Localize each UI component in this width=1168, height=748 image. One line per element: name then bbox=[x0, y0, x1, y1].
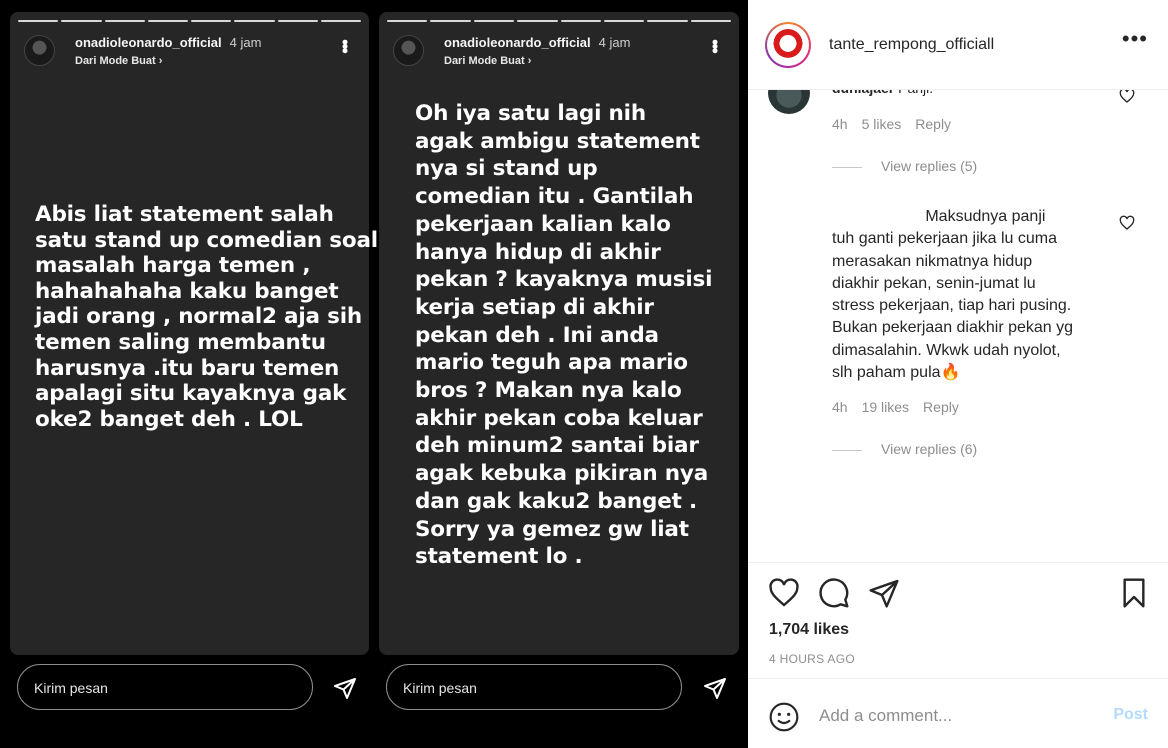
account-name[interactable]: tante_rempong_officiall bbox=[829, 36, 995, 53]
story-text: Oh iya satu lagi nih agak ambigu statement nya si stand up comedian itu . Gantilah pekerjaan kalian kalo hanya hidup di akhir pekan ? kayaknya musisi kerja setiap di akhir pekan deh . Ini anda mario teguh apa mario bros ? Makan nya kalo akhir pekan coba keluar deh minum2 santai biar agak kebuka pikiran nya dan gak kaku2 banget . Sorry ya gemez gw liat statement lo . bbox=[415, 101, 713, 570]
avatar[interactable] bbox=[24, 35, 55, 66]
comment-likes[interactable]: 5 likes bbox=[861, 116, 902, 132]
like-count[interactable]: 1,704 likes bbox=[769, 621, 850, 638]
reply-placeholder: Kirim pesan bbox=[34, 680, 108, 696]
comment-meta bbox=[832, 116, 951, 132]
reply-placeholder: Kirim pesan bbox=[403, 680, 477, 696]
avatar[interactable] bbox=[765, 22, 811, 68]
share-icon[interactable] bbox=[868, 577, 900, 609]
story-username[interactable]: onadioleonardo_official 4 jam bbox=[75, 35, 262, 50]
story-mode[interactable]: Dari Mode Buat › bbox=[75, 55, 163, 67]
bookmark-icon[interactable] bbox=[1118, 577, 1150, 609]
reply-button[interactable]: Reply bbox=[923, 399, 959, 415]
post-time[interactable]: 4 HOURS AGO bbox=[769, 652, 855, 666]
story-mode[interactable]: Dari Mode Buat › bbox=[444, 55, 532, 67]
reply-input[interactable] bbox=[386, 664, 682, 710]
story-username[interactable]: onadioleonardo_official 4 jam bbox=[444, 35, 631, 50]
heart-icon[interactable] bbox=[1119, 88, 1135, 104]
story-header bbox=[389, 35, 729, 71]
view-replies-button[interactable]: View replies (5) bbox=[832, 158, 977, 174]
comment-likes[interactable]: 19 likes bbox=[861, 399, 910, 415]
story-progress-bars bbox=[18, 20, 361, 22]
comment-body: Maksudnya panji tuh ganti pekerjaan jika lu cuma merasakan nikmatnya hidup diakhir pekan, senin-jumat lu stress pekerjaan, tiap hari pusing. Bukan pekerjaan diakhir pekan yg dimasalahin. Wkwk udah nyolot, slh paham pula🔥 bbox=[832, 208, 1074, 382]
emoji-icon[interactable] bbox=[768, 701, 800, 733]
story-time: 4 jam bbox=[229, 35, 262, 50]
story-progress-bars bbox=[387, 20, 731, 22]
reply-input[interactable] bbox=[17, 664, 313, 710]
story-text: Abis liat statement salah satu stand up comedian soal masalah harga temen , hahahahaha kaku banget jadi orang , normal2 aja sih temen saling membantu harusnya .itu baru temen apalagi situ kayaknya gak oke2 banget deh . LOL bbox=[35, 202, 378, 432]
view-replies-button[interactable]: View replies (6) bbox=[832, 441, 977, 457]
post-actions bbox=[748, 562, 1168, 676]
post-button[interactable]: Post bbox=[1113, 706, 1148, 723]
reply-button[interactable]: Reply bbox=[915, 116, 952, 132]
comment-time[interactable]: 4h bbox=[832, 399, 848, 415]
comment-icon[interactable] bbox=[818, 577, 850, 609]
story-viewer-1 bbox=[0, 0, 378, 748]
story-viewer-2 bbox=[378, 0, 747, 748]
send-icon[interactable] bbox=[703, 676, 727, 700]
heart-icon[interactable] bbox=[768, 577, 800, 609]
comment-time[interactable]: 4h bbox=[832, 116, 848, 132]
avatar[interactable] bbox=[393, 35, 424, 66]
story-card[interactable] bbox=[379, 12, 739, 655]
post-panel bbox=[748, 0, 1168, 748]
comments-list[interactable] bbox=[748, 90, 1168, 562]
send-icon[interactable] bbox=[333, 676, 357, 700]
story-time: 4 jam bbox=[598, 35, 631, 50]
comment-input[interactable]: Add a comment... bbox=[819, 706, 953, 725]
more-options-icon[interactable]: ••• bbox=[335, 39, 355, 52]
post-header bbox=[748, 0, 1168, 90]
story-card[interactable] bbox=[10, 12, 378, 655]
heart-icon[interactable] bbox=[1119, 215, 1135, 231]
story-header bbox=[20, 35, 359, 71]
add-comment-bar bbox=[748, 678, 1168, 748]
brand-logo bbox=[772, 29, 804, 61]
more-options-icon[interactable]: ••• bbox=[1121, 26, 1148, 51]
more-options-icon[interactable]: ••• bbox=[705, 39, 725, 52]
comment-meta bbox=[832, 399, 959, 415]
